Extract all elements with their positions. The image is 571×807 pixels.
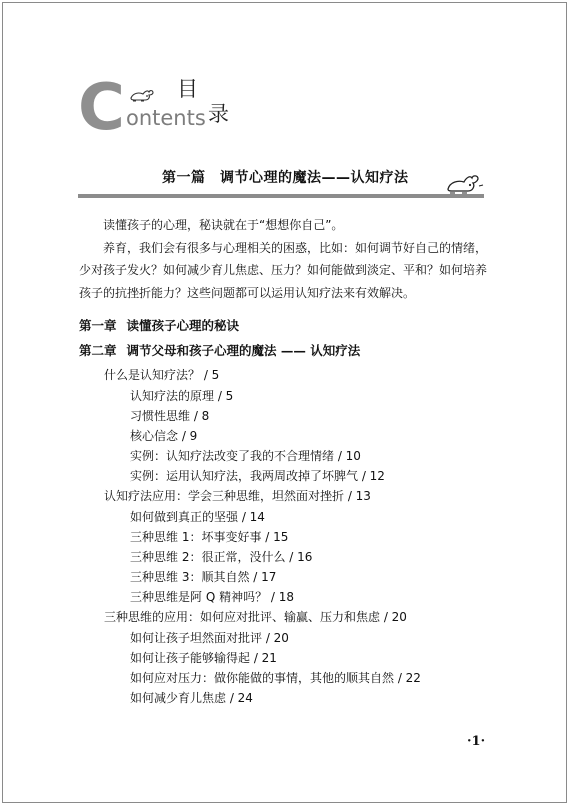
toc-entry: 三种思维是阿 Q 精神吗？ / 18 bbox=[130, 590, 295, 604]
contents-title-lu: 录 bbox=[208, 102, 229, 126]
toc-entry: 习惯性思维 / 8 bbox=[130, 409, 210, 423]
toc-entry: 如何让孩子能够输得起 / 21 bbox=[130, 651, 277, 665]
toc-entry: 核心信念 / 9 bbox=[130, 429, 198, 443]
contents-logo-text: ontents bbox=[126, 106, 206, 130]
contents-logo-c: C bbox=[78, 71, 125, 145]
chapter-number: 第二章 bbox=[79, 343, 117, 358]
contents-title-mu: 目 bbox=[177, 77, 198, 101]
toc-entry: 三种思维 3：顺其自然 / 17 bbox=[130, 570, 277, 584]
toc-entry: 如何让孩子坦然面对批评 / 20 bbox=[130, 631, 289, 645]
toc-section: 三种思维的应用：如何应对批评、输赢、压力和焦虑 / 20 bbox=[104, 610, 407, 624]
intro-paragraph: 养育，我们会有很多与心理相关的困惑，比如：如何调节好自己的情绪，少对孩子发火？如何减少育儿焦虑、压力？如何能做到淡定、平和？如何培养孩子的抗挫折能力？这些问题都可以运用认知疗法来有效解决。 bbox=[79, 240, 488, 300]
toc-section: 什么是认知疗法？ / 5 bbox=[104, 368, 220, 382]
toc-entry: 如何减少育儿焦虑 / 24 bbox=[130, 691, 253, 705]
toc-entry: 实例：认知疗法改变了我的不合理情绪 / 10 bbox=[130, 449, 361, 463]
intro-paragraph: 读懂孩子的心理，秘诀就在于“想想你自己”。 bbox=[103, 218, 344, 232]
toc-entry: 实例：运用认知疗法，我两周改掉了坏脾气 / 12 bbox=[130, 469, 385, 483]
chapter-heading bbox=[79, 318, 239, 334]
toc-section: 认知疗法应用：学会三种思维，坦然面对挫折 / 13 bbox=[104, 489, 371, 503]
toc-entry: 认知疗法的原理 / 5 bbox=[130, 389, 234, 403]
chapter-heading bbox=[79, 343, 360, 359]
toc-entry: 如何做到真正的坚强 / 14 bbox=[130, 510, 265, 524]
toc-entry: 三种思维 1：坏事变好事 / 15 bbox=[130, 530, 289, 544]
part-title: 第一篇 调节心理的魔法——认知疗法 bbox=[162, 170, 409, 186]
rabbit-icon bbox=[445, 172, 485, 196]
page-number: ·1· bbox=[467, 734, 486, 749]
chapter-number: 第一章 bbox=[79, 318, 117, 333]
chapter-title: 读懂孩子心理的秘诀 bbox=[126, 318, 240, 333]
toc-entry: 如何应对压力：做你能做的事情，其他的顺其自然 / 22 bbox=[130, 671, 421, 685]
chapter-title: 调节父母和孩子心理的魔法 —— 认知疗法 bbox=[126, 343, 361, 358]
intro-paragraphs bbox=[79, 214, 489, 304]
toc-entry: 三种思维 2：很正常，没什么 / 16 bbox=[130, 550, 313, 564]
rabbit-icon bbox=[129, 86, 155, 104]
part-divider bbox=[78, 194, 484, 198]
